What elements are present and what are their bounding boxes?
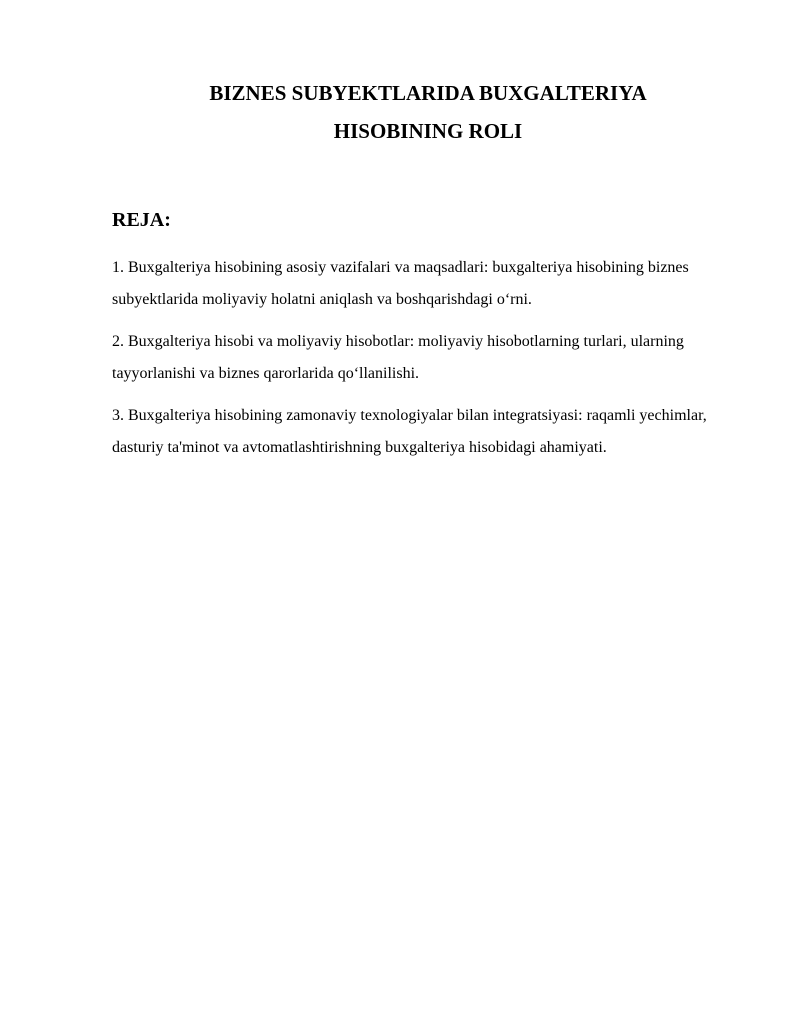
plan-item-3: 3. Buxgalteriya hisobining zamonaviy texnologiyalar bilan integratsiyasi: raqamli yechimlar, dasturiy ta'minot va avtomatlashtirishning buxgalteriya hisobidagi ahamiyati. [112,407,707,456]
document-title-line-2: HISOBINING ROLI [333,119,523,143]
document-title [110,74,746,150]
document-title-line-1: BIZNES SUBYEKTLARIDA BUXGALTERIYA [209,81,647,105]
plan-item-2: 2. Buxgalteriya hisobi va moliyaviy hisobotlar: moliyaviy hisobotlarning turlari, ularning tayyorlanishi va biznes qarorlarida qo‘llanilishi. [112,333,684,382]
plan-heading: REJA: [112,209,171,231]
plan-list [112,252,722,474]
plan-item-1: 1. Buxgalteriya hisobining asosiy vazifalari va maqsadlari: buxgalteriya hisobining biznes subyektlarida moliyaviy holatni aniqlash va boshqarishdagi o‘rni. [112,259,689,308]
